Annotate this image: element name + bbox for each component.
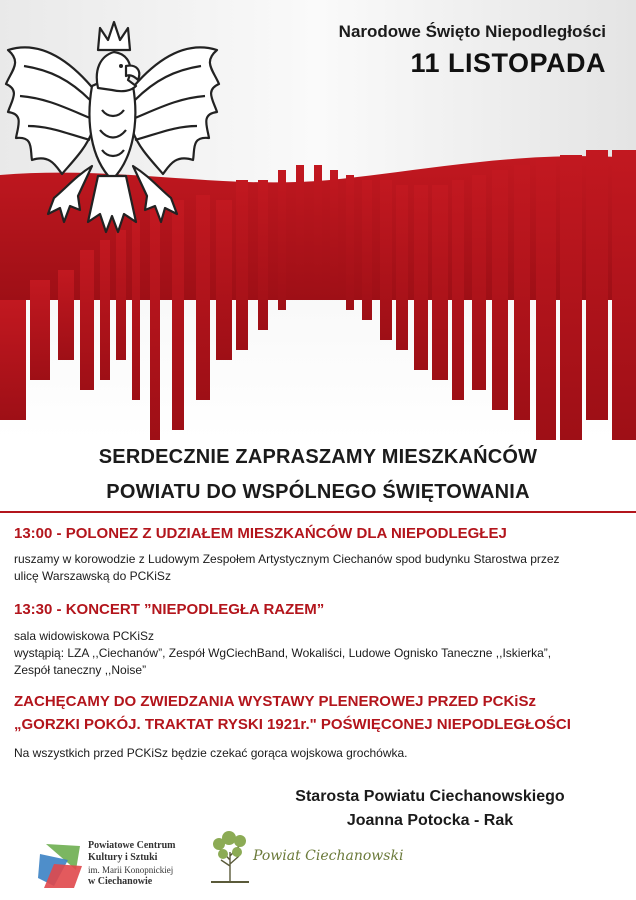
program-item-1-line: ruszamy w korowodzie z Ludowym Zespołem Artystycznym Ciechanów spod budynku Starostwa przez (14, 552, 560, 566)
program-item-2-heading: 13:30 - KONCERT ”NIEPODLEGŁA RAZEM” (14, 601, 325, 618)
flag-ribbon (452, 180, 464, 400)
flag-ribbon (346, 175, 354, 310)
program-item-2-line: wystąpią: LZA ,,Ciechanów”, Zespół WgCiechBand, Wokaliści, Ludowe Ognisko Taneczne ,,Iskierka”, (14, 646, 552, 660)
flag-ribbon (330, 170, 338, 300)
flag-ribbon (296, 165, 304, 300)
flag-ribbon (514, 165, 530, 420)
flag-ribbon (278, 170, 286, 310)
flag-ribbon (432, 185, 448, 380)
signature-title: Starosta Powiatu Ciechanowskiego (295, 788, 565, 805)
flag-ribbon (80, 250, 94, 390)
flag-ribbon (380, 180, 392, 340)
flag-ribbon (586, 150, 608, 420)
pckisz-line-3: im. Marii Konopnickiej (88, 865, 174, 875)
flag-ribbon (492, 170, 508, 410)
pckisz-line-1: Powiatowe Centrum (88, 840, 176, 851)
flag-ribbon (560, 155, 582, 440)
flag-ribbon (396, 185, 408, 350)
holiday-name: Narodowe Święto Niepodległości (338, 22, 606, 41)
invitation-line-2: POWIATU DO WSPÓLNEGO ŚWIĘTOWANIA (106, 481, 530, 503)
flag-ribbon (362, 180, 372, 320)
hero-title (339, 22, 606, 79)
program-item-2-text (14, 628, 624, 679)
invitation-line-1: SERDECZNIE ZAPRASZAMY MIESZKAŃCÓW (98, 446, 538, 468)
hero-banner (0, 0, 636, 440)
flag-ribbon (314, 165, 322, 300)
flag-ribbon (30, 280, 50, 380)
pckisz-logo-text (88, 840, 175, 888)
flag-ribbon (100, 240, 110, 380)
flag-ribbon (236, 180, 248, 350)
flag-ribbon (612, 150, 636, 440)
pckisz-logo (36, 838, 212, 892)
exhibition-note: Na wszystkich przed PCKiSz będzie czekać gorąca wojskowa grochówka. (14, 746, 408, 760)
divider (0, 511, 636, 513)
powiat-logo (205, 826, 404, 886)
program-item-1-line: ulicę Warszawską do PCKiSz (14, 569, 171, 583)
flag-ribbon (258, 180, 268, 330)
exhibition-heading-1: ZACHĘCAMY DO ZWIEDZANIA WYSTAWY PLENEROWEJ PRZED PCKiSz (14, 693, 536, 710)
holiday-date: 11 LISTOPADA (410, 48, 606, 78)
invitation (0, 440, 636, 510)
powiat-logo-text: Powiat Ciechanowski (253, 848, 404, 864)
program-item-1-heading: 13:00 - POLONEZ Z UDZIAŁEM MIESZKAŃCÓW DLA NIEPODLEGŁEJ (14, 525, 507, 542)
flag-ribbon (414, 185, 428, 370)
program-item-1-text (14, 551, 624, 585)
tree-logo-icon (205, 826, 255, 886)
pckisz-line-2: Kultury i Sztuki (88, 852, 158, 863)
flag-ribbon (472, 175, 486, 390)
pckisz-line-4: w Ciechanowie (88, 876, 153, 887)
pckisz-logo-icon (36, 840, 86, 890)
flag-ribbon (536, 160, 556, 440)
program-item-2-line: Zespół taneczny ,,Noise” (14, 663, 147, 677)
polish-eagle-icon (0, 0, 225, 255)
signature-name: Joanna Potocka - Rak (346, 812, 514, 829)
flag-ribbon (0, 300, 26, 420)
exhibition-heading-2: „GORZKI POKÓJ. TRAKTAT RYSKI 1921r." POŚWIĘCONEJ NIEPODLEGŁOŚCI (14, 716, 571, 733)
program-item-2-line: sala widowiskowa PCKiSz (14, 629, 155, 643)
flag-ribbon (58, 270, 74, 360)
